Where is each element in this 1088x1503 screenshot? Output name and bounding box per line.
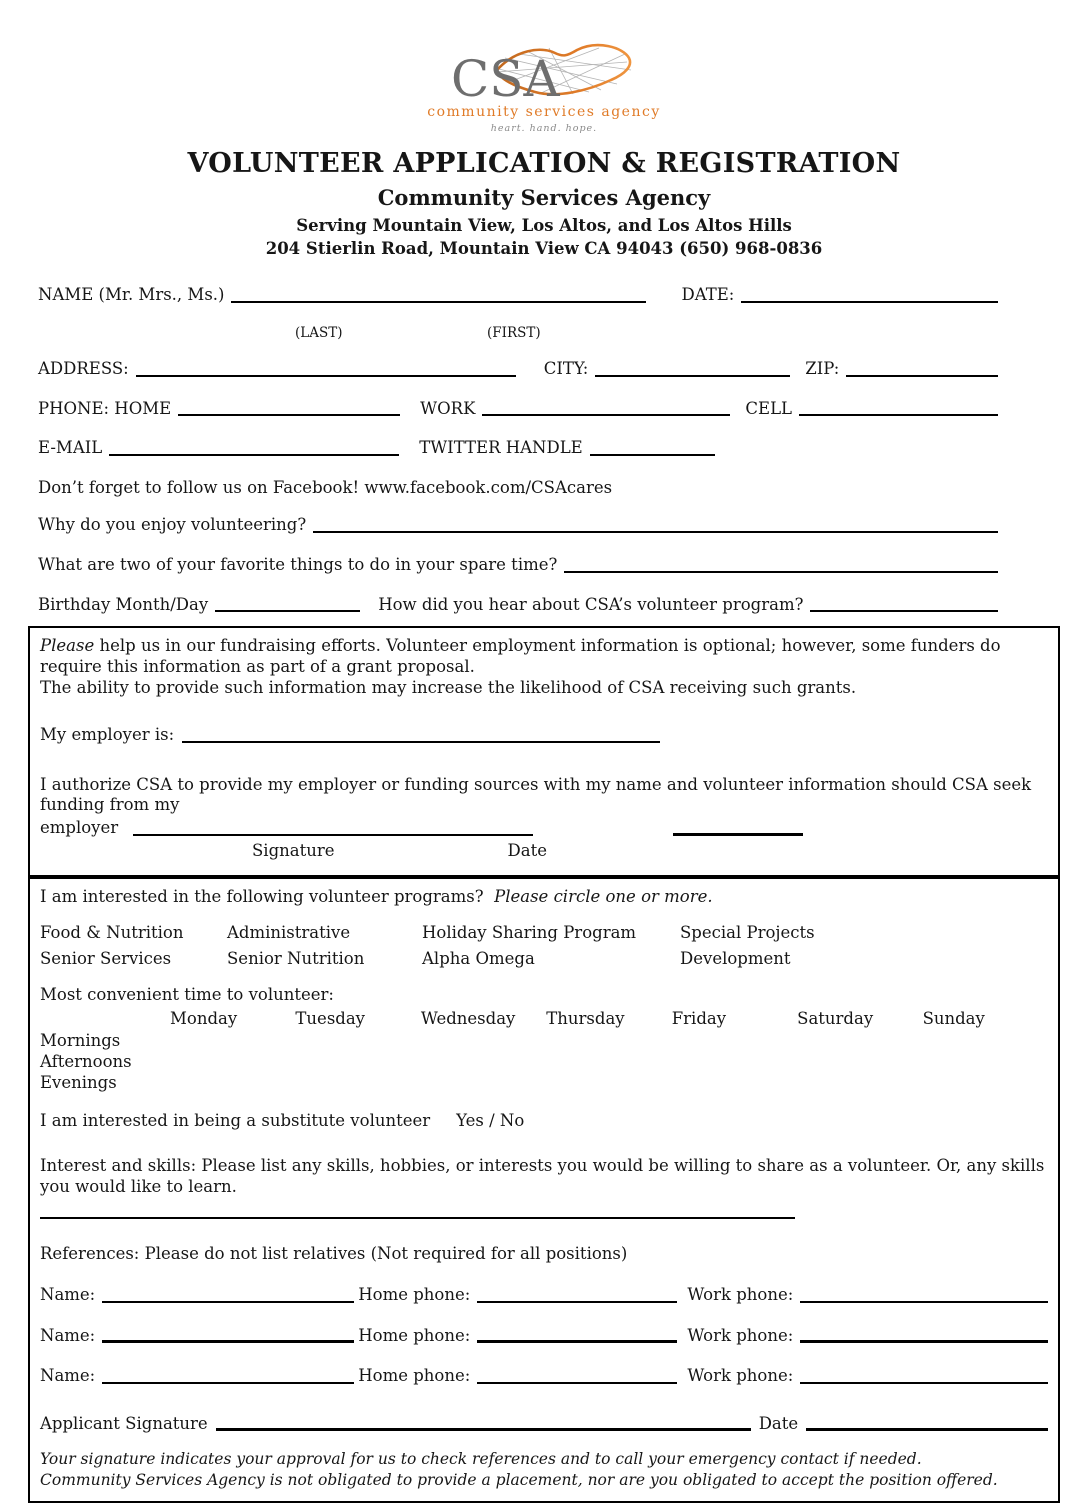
reference1-work-label: Work phone: (687, 1284, 794, 1304)
name-field[interactable] (231, 297, 646, 303)
footer-notes (40, 1449, 1048, 1491)
reference3-work-label: Work phone: (687, 1366, 794, 1386)
logo-org-name: community services agency (427, 103, 661, 120)
day-friday: Friday (671, 1008, 727, 1028)
program-option-alpha-omega[interactable]: Alpha Omega (422, 948, 535, 968)
program-option-holiday-sharing[interactable]: Holiday Sharing Program (422, 922, 637, 942)
reference2-name-label: Name: (40, 1325, 96, 1345)
skills-prompt: Interest and skills: Please list any skills, hobbies, or interests you would be willing to share as a volunteer. Or, any skills you would like to learn. (40, 1156, 1045, 1196)
reference-row-2 (40, 1326, 1048, 1347)
reference1-home-label: Home phone: (358, 1284, 471, 1304)
program-option-senior-nutrition[interactable]: Senior Nutrition (227, 948, 365, 968)
hear-answer-field[interactable] (810, 606, 998, 612)
phone-home-label: PHONE: HOME (38, 398, 172, 418)
reference3-name-label: Name: (40, 1366, 96, 1386)
reference1-name-label: Name: (40, 1284, 96, 1304)
twitter-label: TWITTER HANDLE (419, 438, 583, 458)
org-title: Community Services Agency (377, 184, 711, 210)
date-caption: Date (507, 840, 547, 860)
logo-tagline: heart. hand. hope. (490, 123, 598, 135)
program-option-food-nutrition[interactable]: Food & Nutrition (40, 922, 184, 942)
reference2-home-label: Home phone: (358, 1325, 471, 1345)
favorites-question-row (38, 555, 998, 576)
programs-prompt-text: I am interested in the following volunteer programs? (40, 887, 484, 907)
name-hints-row (38, 325, 998, 343)
favorites-answer-field[interactable] (564, 567, 998, 573)
programs-box (28, 875, 1060, 1503)
reference3-work-field[interactable] (800, 1378, 1048, 1384)
employer-row (40, 725, 1048, 746)
enjoy-answer-field[interactable] (313, 527, 998, 533)
footer-note-1: Your signature indicates your approval for us to check references and to call your emergency contact if needed. (40, 1450, 922, 1469)
reference3-home-field[interactable] (477, 1378, 677, 1384)
fundraising-likelihood: The ability to provide such information may increase the likelihood of CSA receiving such grants. (40, 677, 857, 697)
substitute-yes-no-options[interactable]: Yes / No (456, 1111, 525, 1131)
city-label: CITY: (543, 358, 589, 378)
birthday-row (38, 595, 998, 616)
city-field[interactable] (595, 371, 790, 377)
reference1-work-field[interactable] (800, 1297, 1048, 1303)
home-phone-field[interactable] (178, 410, 400, 416)
address-label: ADDRESS: (38, 358, 129, 378)
day-monday: Monday (170, 1008, 238, 1028)
schedule-intro: Most convenient time to volunteer: (40, 985, 334, 1005)
cell-phone-field[interactable] (799, 410, 998, 416)
email-field[interactable] (109, 450, 399, 456)
signature-caption: Signature (252, 840, 335, 860)
fundraising-intro (40, 636, 1048, 677)
applicant-signature-label: Applicant Signature (40, 1413, 208, 1433)
program-option-development[interactable]: Development (680, 948, 791, 968)
applicant-signature-field[interactable] (216, 1425, 751, 1431)
schedule-grid (40, 1009, 1048, 1095)
reference2-work-label: Work phone: (687, 1325, 794, 1345)
serving-line: Serving Mountain View, Los Altos, and Los Altos Hills (296, 216, 792, 235)
skills-answer-field[interactable] (40, 1213, 795, 1219)
birthday-field[interactable] (215, 606, 360, 612)
program-option-senior-services[interactable]: Senior Services (40, 948, 172, 968)
day-wednesday: Wednesday (420, 1008, 516, 1028)
reference2-work-field[interactable] (800, 1337, 1048, 1343)
zip-label: ZIP: (805, 358, 840, 378)
reference3-home-label: Home phone: (358, 1366, 471, 1386)
form-title: VOLUNTEER APPLICATION & REGISTRATION (187, 148, 901, 179)
fundraising-intro-rest: help us in our fundraising efforts. Volunteer employment information is optional; however, some funders do require this information as part of a grant proposal. (40, 636, 1001, 676)
signoff-date-field[interactable] (806, 1425, 1048, 1431)
day-thursday: Thursday (546, 1008, 625, 1028)
contact-section (38, 285, 998, 615)
cell-label: CELL (745, 398, 793, 418)
time-mornings-label: Mornings (40, 1031, 121, 1051)
address-field[interactable] (136, 371, 516, 377)
logo-acronym: CSA (451, 50, 560, 104)
authorize-signature-row (40, 818, 1048, 839)
authorize-date-field[interactable] (673, 830, 803, 836)
first-name-hint: (FIRST) (487, 324, 541, 341)
reference1-home-field[interactable] (477, 1297, 677, 1303)
name-label: NAME (Mr. Mrs., Ms.) (38, 285, 225, 305)
work-label: WORK (420, 398, 476, 418)
reference2-name-field[interactable] (102, 1337, 354, 1343)
email-label: E-MAIL (38, 438, 103, 458)
time-afternoons-label: Afternoons (40, 1052, 132, 1072)
csa-logo (0, 42, 1088, 135)
date-field[interactable] (741, 297, 998, 303)
authorize-text-employer: employer (40, 818, 119, 837)
programs-prompt (40, 887, 1048, 908)
time-evenings-label: Evenings (40, 1073, 117, 1093)
phone-row (38, 399, 998, 420)
csa-logo-mark (449, 42, 639, 104)
zip-field[interactable] (846, 371, 998, 377)
reference2-home-field[interactable] (477, 1337, 677, 1343)
address-row (38, 359, 998, 380)
authorize-text: I authorize CSA to provide my employer or funding sources with my name and volunteer information should CSA seek funding from my (40, 774, 1032, 815)
reference-row-1 (40, 1285, 1048, 1306)
reference-row-3 (40, 1366, 1048, 1387)
program-option-special-projects[interactable]: Special Projects (680, 922, 815, 942)
last-name-hint: (LAST) (295, 324, 343, 341)
name-date-row (38, 285, 998, 306)
reference3-name-field[interactable] (102, 1378, 354, 1384)
program-options (40, 923, 1048, 969)
org-address-line: 204 Stierlin Road, Mountain View CA 94043 (650) 968-0836 (265, 238, 823, 258)
authorize-signature-field[interactable] (133, 830, 533, 836)
reference1-name-field[interactable] (102, 1297, 354, 1303)
employer-label: My employer is: (40, 725, 175, 745)
day-saturday: Saturday (797, 1008, 874, 1028)
day-sunday: Sunday (922, 1008, 985, 1028)
twitter-field[interactable] (590, 450, 715, 456)
fundraising-intro-italic: Please (40, 636, 95, 656)
footer-note-2: Community Services Agency is not obligated to provide a placement, nor are you obligated to accept the position offered. (40, 1471, 998, 1490)
hear-question-label: How did you hear about CSA’s volunteer program? (378, 594, 804, 614)
enjoy-question-label: Why do you enjoy volunteering? (38, 515, 307, 535)
day-tuesday: Tuesday (295, 1008, 366, 1028)
program-option-administrative[interactable]: Administrative (227, 922, 351, 942)
signoff-date-label: Date (758, 1413, 799, 1433)
enjoy-question-row (38, 515, 998, 536)
email-row (38, 438, 998, 459)
references-heading: References: Please do not list relatives (Not required for all positions) (40, 1244, 628, 1264)
work-phone-field[interactable] (482, 410, 730, 416)
employer-field[interactable] (182, 737, 660, 743)
employment-info-box (28, 626, 1060, 875)
date-label: DATE: (681, 285, 735, 305)
facebook-note: Don’t forget to follow us on Facebook! www.facebook.com/CSAcares (38, 477, 613, 497)
programs-prompt-instruction: Please circle one or more. (494, 887, 713, 907)
substitute-text: I am interested in being a substitute volunteer (40, 1111, 431, 1131)
authorize-signature-labels (40, 841, 1048, 862)
favorites-question-label: What are two of your favorite things to do in your spare time? (38, 555, 558, 574)
birthday-label: Birthday Month/Day (38, 594, 209, 614)
substitute-row (40, 1111, 1048, 1132)
applicant-signature-row (40, 1414, 1048, 1435)
